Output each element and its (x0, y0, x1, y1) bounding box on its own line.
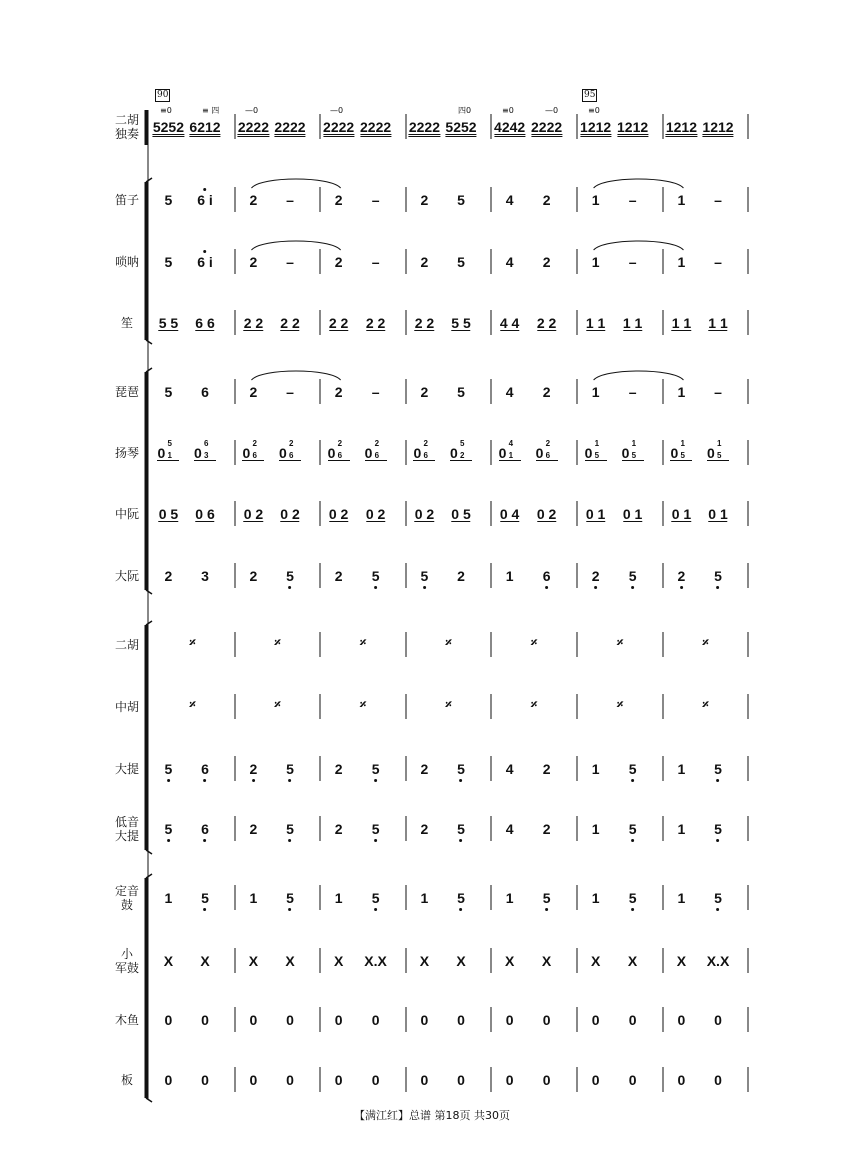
timpani-note: 1 (164, 890, 173, 906)
suona-note: 2 (542, 254, 551, 270)
sheng-note: 1 1 (671, 315, 692, 331)
pipa-note: 6 (201, 384, 209, 400)
dizi-note: 1 (677, 192, 686, 208)
yangqin-base: 0 (535, 445, 544, 461)
suona-note: 2 (334, 254, 343, 270)
timpani-note: 5 (457, 890, 465, 906)
suona-note: 1 (677, 254, 686, 270)
erhu-solo-note: 5252 (152, 119, 185, 135)
instrument-label-cello: 大提 (114, 762, 139, 776)
cello-note: 5 (628, 761, 637, 777)
bowing-mark: —0 (545, 106, 559, 115)
pipa-note: – (371, 384, 380, 400)
suona-note: – (628, 254, 637, 270)
cello-note: 6 (201, 761, 209, 777)
daruan-note: 5 (714, 568, 722, 584)
muyu-note: 0 (334, 1012, 343, 1028)
yangqin-base: 0 (584, 445, 593, 461)
sheng-note: 2 2 (328, 315, 349, 331)
yangqin-upper: 1 (594, 439, 600, 448)
ban-note: 0 (201, 1072, 209, 1088)
yangqin-base: 0 (157, 445, 166, 461)
snare-note: X (419, 953, 430, 969)
bass-note: 5 (286, 821, 294, 837)
pipa-note: 2 (249, 384, 258, 400)
ban-note: 0 (677, 1072, 686, 1088)
bass-note: 1 (591, 821, 600, 837)
yangqin-upper: 2 (374, 439, 380, 448)
dizi-note: – (628, 192, 637, 208)
repeat-measure-sign: 𝄎 (189, 636, 196, 651)
dizi-note: 5 (164, 192, 173, 208)
muyu-note: 0 (714, 1012, 722, 1028)
sheng-note: 1 1 (585, 315, 606, 331)
suona-note: 1 (591, 254, 600, 270)
ban-note: 0 (286, 1072, 294, 1088)
dizi-note: 2 (420, 192, 429, 208)
erhu-solo-note: 1212 (580, 119, 612, 135)
dizi-note: – (714, 192, 722, 208)
cello-note: 1 (677, 761, 686, 777)
pipa-note: – (714, 384, 722, 400)
zhongruan-note: 0 1 (585, 506, 606, 522)
timpani-note: 1 (677, 890, 686, 906)
repeat-measure-sign: 𝄎 (702, 636, 709, 651)
suona-note: – (371, 254, 380, 270)
instrument-label-bass: 低音 大提 (114, 815, 139, 843)
repeat-measure-sign: 𝄎 (445, 698, 452, 713)
yangqin-base: 0 (194, 445, 202, 461)
erhu-solo-note: 2222 (274, 119, 306, 135)
dizi-note: 2 (249, 192, 258, 208)
muyu-note: 0 (677, 1012, 686, 1028)
yangqin-lower: 5 (717, 451, 722, 460)
erhu-solo-note: 2222 (408, 119, 441, 135)
muyu-note: 0 (505, 1012, 514, 1028)
erhu-solo-note: 4242 (494, 119, 526, 135)
zhongruan-note: 0 2 (365, 506, 386, 522)
snare-note: X (200, 953, 210, 969)
yangqin-lower: 5 (680, 451, 685, 460)
dizi-note: – (371, 192, 380, 208)
cello-note: 5 (714, 761, 722, 777)
repeat-measure-sign: 𝄎 (530, 698, 538, 713)
suona-note: 2 (249, 254, 258, 270)
daruan-note: 1 (505, 568, 514, 584)
measure-number-95: 95 (584, 90, 596, 100)
sheng-note: 5 5 (451, 315, 471, 331)
cello-note: 5 (371, 761, 380, 777)
sheng-note: 4 4 (499, 315, 520, 331)
pipa-note: 4 (505, 384, 514, 400)
ban-note: 0 (457, 1072, 465, 1088)
yangqin-base: 0 (327, 445, 336, 461)
tie-slur (594, 371, 684, 380)
timpani-note: 1 (249, 890, 258, 906)
bass-note: 2 (249, 821, 258, 837)
muyu-note: 0 (420, 1012, 429, 1028)
pipa-note: 2 (334, 384, 343, 400)
sheng-note: 2 2 (365, 315, 386, 331)
pipa-note: 1 (591, 384, 600, 400)
yangqin-base: 0 (450, 445, 458, 461)
muyu-note: 0 (542, 1012, 551, 1028)
ban-note: 0 (505, 1072, 514, 1088)
erhu-solo-note: 6212 (189, 119, 221, 135)
timpani-note: 5 (628, 890, 637, 906)
bar-line (146, 590, 152, 594)
bass-note: 2 (420, 821, 429, 837)
sheng-note: 6 6 (195, 315, 215, 331)
yangqin-upper: 2 (545, 439, 551, 448)
bass-note: 2 (334, 821, 343, 837)
daruan-note: 2 (334, 568, 343, 584)
bass-note: 4 (505, 821, 514, 837)
timpani-note: 5 (371, 890, 380, 906)
tie-slur (251, 179, 340, 188)
yangqin-upper: 6 (204, 439, 209, 448)
repeat-measure-sign: 𝄎 (359, 698, 367, 713)
yangqin-base: 0 (498, 445, 507, 461)
yangqin-base: 0 (413, 445, 422, 461)
timpani-note: 5 (542, 890, 551, 906)
pipa-note: – (628, 384, 637, 400)
cello-note: 5 (457, 761, 465, 777)
bar-line (146, 368, 152, 372)
yangqin-lower: 6 (252, 451, 257, 460)
yangqin-lower: 5 (594, 451, 600, 460)
zhongruan-note: 0 1 (708, 506, 728, 522)
suona-note: – (714, 254, 722, 270)
suona-note: 4 (505, 254, 514, 270)
snare-note: X.X (706, 953, 730, 969)
daruan-note: 2 (677, 568, 686, 584)
tie-slur (251, 371, 340, 380)
ban-note: 0 (628, 1072, 637, 1088)
muyu-note: 0 (286, 1012, 294, 1028)
yangqin-upper: 2 (337, 439, 343, 448)
bass-note: 5 (164, 821, 173, 837)
pipa-note: 2 (542, 384, 551, 400)
cello-note: 2 (249, 761, 258, 777)
snare-note: X (541, 953, 552, 969)
zhongruan-note: 0 1 (622, 506, 643, 522)
daruan-note: 3 (201, 568, 209, 584)
bar-line (146, 874, 152, 878)
page-footer: 【满江红】总谱 第18页 共30页 (354, 1109, 510, 1122)
repeat-measure-sign: 𝄎 (274, 698, 281, 713)
sheng-note: 1 1 (622, 315, 643, 331)
snare-note: X (248, 953, 259, 969)
pipa-note: 5 (164, 384, 173, 400)
zhongruan-note: 0 2 (536, 506, 557, 522)
tie-slur (594, 179, 684, 188)
bass-note: 1 (677, 821, 686, 837)
timpani-note: 5 (286, 890, 294, 906)
daruan-note: 5 (420, 568, 429, 584)
dizi-note: 5 (457, 192, 465, 208)
ban-note: 0 (714, 1072, 722, 1088)
yangqin-base: 0 (670, 445, 679, 461)
instrument-label-ban: 板 (120, 1073, 133, 1087)
ban-note: 0 (542, 1072, 551, 1088)
yangqin-upper: 1 (717, 439, 722, 448)
bowing-mark: 四0 (458, 106, 472, 115)
yangqin-lower: 5 (631, 451, 637, 460)
repeat-measure-sign: 𝄎 (616, 636, 624, 651)
snare-note: X (333, 953, 344, 969)
cello-note: 4 (505, 761, 514, 777)
ban-note: 0 (334, 1072, 343, 1088)
muyu-note: 0 (628, 1012, 637, 1028)
daruan-note: 2 (591, 568, 600, 584)
yangqin-upper: 2 (423, 439, 428, 448)
yangqin-lower: 3 (204, 451, 209, 460)
dizi-note: 4 (505, 192, 514, 208)
yangqin-upper: 1 (631, 439, 637, 448)
bowing-mark: ≡0 (502, 106, 514, 115)
snare-note: X (676, 953, 687, 969)
instrument-label-erhu-solo: 二胡 独奏 (114, 113, 139, 141)
cello-note: 5 (286, 761, 294, 777)
sheng-note: 2 2 (280, 315, 300, 331)
yangqin-base: 0 (242, 445, 251, 461)
cello-note: 2 (542, 761, 551, 777)
zhongruan-note: 0 1 (671, 506, 692, 522)
yangqin-upper: 5 (167, 439, 172, 448)
yangqin-lower: 6 (423, 451, 428, 460)
repeat-measure-sign: 𝄎 (445, 636, 452, 651)
tie-slur (594, 241, 684, 250)
bowing-mark: —0 (330, 106, 344, 115)
muyu-note: 0 (249, 1012, 258, 1028)
sheng-note: 2 2 (414, 315, 435, 331)
sheng-note: 2 2 (243, 315, 264, 331)
yangqin-lower: 6 (374, 451, 380, 460)
muyu-note: 0 (371, 1012, 380, 1028)
zhongruan-note: 0 2 (414, 506, 435, 522)
ban-note: 0 (249, 1072, 258, 1088)
daruan-note: 5 (628, 568, 637, 584)
muyu-note: 0 (201, 1012, 209, 1028)
suona-note: – (286, 254, 294, 270)
daruan-note: 2 (164, 568, 173, 584)
cello-note: 5 (164, 761, 173, 777)
repeat-measure-sign: 𝄎 (189, 698, 196, 713)
pipa-note: 2 (420, 384, 429, 400)
dizi-note: 2 (542, 192, 551, 208)
timpani-note: 5 (201, 890, 209, 906)
suona-note: 5 (164, 254, 173, 270)
yangqin-upper: 4 (508, 439, 514, 448)
ban-note: 0 (371, 1072, 380, 1088)
bar-line (146, 1098, 152, 1102)
suona-note: 6 i (197, 254, 213, 270)
suona-note: 2 (420, 254, 429, 270)
instrument-label-yangqin: 扬琴 (114, 446, 139, 460)
daruan-note: 5 (286, 568, 294, 584)
yangqin-base: 0 (279, 445, 287, 461)
erhu-solo-note: 1212 (665, 119, 698, 135)
instrument-label-timpani: 定音 鼓 (114, 884, 139, 912)
repeat-measure-sign: 𝄎 (359, 636, 367, 651)
yangqin-base: 0 (707, 445, 715, 461)
bowing-mark: ≡ 四 (202, 106, 220, 115)
yangqin-upper: 2 (289, 439, 294, 448)
ban-note: 0 (164, 1072, 173, 1088)
tie-slur (251, 241, 340, 250)
zhongruan-note: 0 6 (195, 506, 215, 522)
repeat-measure-sign: 𝄎 (274, 636, 281, 651)
sheng-note: 5 5 (158, 315, 179, 331)
erhu-solo-note: 1212 (702, 119, 734, 135)
dizi-note: 2 (334, 192, 343, 208)
yangqin-lower: 6 (337, 451, 343, 460)
instrument-label-erhu: 二胡 (114, 638, 139, 652)
bar-line (146, 178, 152, 182)
yangqin-lower: 6 (289, 451, 294, 460)
repeat-measure-sign: 𝄎 (702, 698, 709, 713)
instrument-label-sheng: 笙 (120, 316, 133, 330)
suona-note: 5 (457, 254, 465, 270)
cello-note: 1 (591, 761, 600, 777)
erhu-solo-note: 5252 (445, 119, 477, 135)
dizi-note: 1 (591, 192, 600, 208)
zhongruan-note: 0 2 (328, 506, 349, 522)
erhu-solo-note: 2222 (360, 119, 392, 135)
zhongruan-note: 0 5 (451, 506, 471, 522)
timpani-note: 1 (591, 890, 600, 906)
snare-note: X (627, 953, 638, 969)
erhu-solo-note: 1212 (617, 119, 649, 135)
yangqin-lower: 1 (508, 451, 514, 460)
erhu-solo-note: 2222 (237, 119, 270, 135)
yangqin-upper: 2 (252, 439, 257, 448)
instrument-label-zhongruan: 中阮 (114, 507, 139, 521)
repeat-measure-sign: 𝄎 (616, 698, 624, 713)
timpani-note: 5 (714, 890, 722, 906)
instrument-label-muyu: 木鱼 (114, 1013, 139, 1027)
zhongruan-note: 0 2 (280, 506, 300, 522)
measure-number-90: 90 (157, 90, 169, 100)
zhongruan-note: 0 5 (158, 506, 179, 522)
pipa-note: 5 (457, 384, 465, 400)
muyu-note: 0 (591, 1012, 600, 1028)
zhongruan-note: 0 4 (499, 506, 520, 522)
snare-note: X (163, 953, 174, 969)
bass-note: 5 (714, 821, 722, 837)
yangqin-lower: 1 (167, 451, 172, 460)
timpani-note: 1 (505, 890, 514, 906)
bass-note: 5 (457, 821, 465, 837)
daruan-note: 5 (371, 568, 380, 584)
snare-note: X.X (364, 953, 387, 969)
sheng-note: 1 1 (708, 315, 728, 331)
bar-line (146, 621, 152, 625)
muyu-note: 0 (164, 1012, 173, 1028)
dizi-note: – (286, 192, 294, 208)
snare-note: X (590, 953, 601, 969)
cello-note: 2 (420, 761, 429, 777)
bar-line (146, 340, 152, 344)
zhongruan-note: 0 2 (243, 506, 264, 522)
instrument-label-dizi: 笛子 (114, 193, 139, 207)
instrument-label-daruan: 大阮 (114, 569, 139, 583)
erhu-solo-note: 2222 (323, 119, 355, 135)
snare-note: X (285, 953, 295, 969)
yangqin-lower: 6 (545, 451, 551, 460)
instrument-label-zhonghu: 中胡 (114, 700, 139, 714)
instrument-label-suona: 唢呐 (114, 255, 139, 269)
timpani-note: 1 (334, 890, 343, 906)
yangqin-lower: 2 (460, 451, 465, 460)
muyu-note: 0 (457, 1012, 465, 1028)
timpani-note: 1 (420, 890, 429, 906)
bowing-mark: ≡0 (588, 106, 600, 115)
instrument-label-snare: 小 军鼓 (114, 947, 139, 975)
bass-note: 6 (201, 821, 209, 837)
yangqin-base: 0 (364, 445, 373, 461)
bass-note: 5 (628, 821, 637, 837)
snare-note: X (456, 953, 466, 969)
daruan-note: 2 (249, 568, 258, 584)
yangqin-upper: 1 (680, 439, 685, 448)
daruan-note: 6 (542, 568, 551, 584)
pipa-note: 1 (677, 384, 686, 400)
dizi-note: 6 i (197, 192, 213, 208)
ban-note: 0 (591, 1072, 600, 1088)
bass-note: 2 (542, 821, 551, 837)
yangqin-base: 0 (621, 445, 630, 461)
sheng-note: 2 2 (536, 315, 557, 331)
erhu-solo-note: 2222 (531, 119, 563, 135)
ban-note: 0 (420, 1072, 429, 1088)
bar-line (146, 850, 152, 854)
bowing-mark: —0 (245, 106, 259, 115)
cello-note: 2 (334, 761, 343, 777)
instrument-label-pipa: 琵琶 (114, 385, 139, 399)
bowing-mark: ≡0 (160, 106, 172, 115)
bass-note: 5 (371, 821, 380, 837)
snare-note: X (504, 953, 515, 969)
repeat-measure-sign: 𝄎 (530, 636, 538, 651)
yangqin-upper: 5 (460, 439, 465, 448)
daruan-note: 2 (457, 568, 465, 584)
pipa-note: – (286, 384, 294, 400)
